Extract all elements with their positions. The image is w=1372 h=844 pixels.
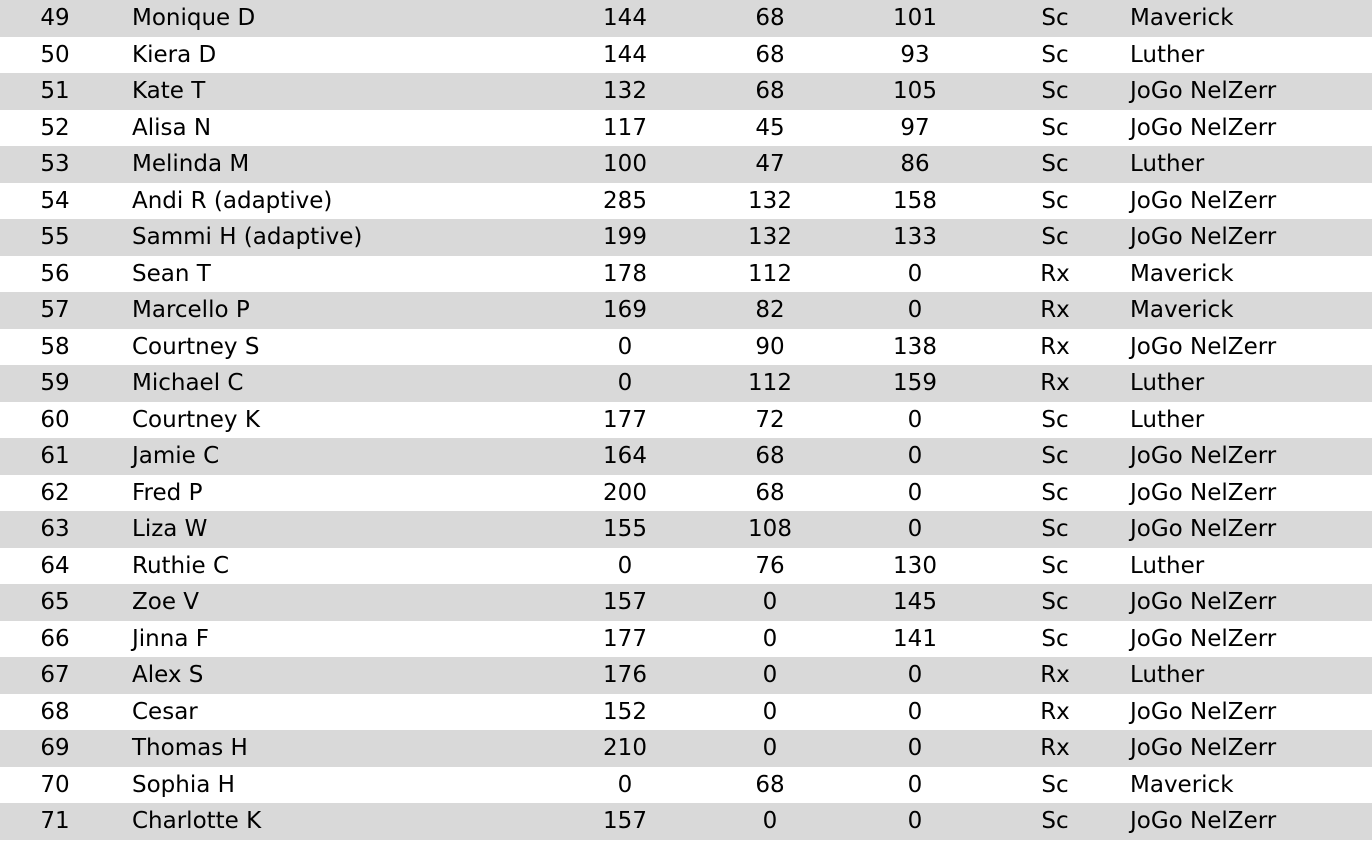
cell-score3: 145 (893, 589, 937, 615)
cell-score2: 0 (762, 808, 778, 834)
cell-rank: 62 (40, 479, 70, 506)
cell-team: JoGo NelZerr (1130, 224, 1277, 250)
cell-score3: 105 (893, 78, 937, 104)
cell-name: Fred P (132, 479, 203, 506)
table-row (0, 0, 1372, 37)
cell-score1: 152 (603, 698, 647, 725)
cell-name: Alisa N (132, 114, 212, 141)
cell-division: Sc (1041, 41, 1069, 68)
cell-division: Sc (1041, 625, 1069, 652)
cell-score2: 0 (762, 662, 778, 688)
table-row (0, 365, 1372, 402)
cell-score3: 97 (900, 114, 930, 141)
cell-team: JoGo NelZerr (1130, 808, 1277, 834)
table-row (0, 511, 1372, 548)
cell-name: Thomas H (132, 735, 248, 761)
cell-rank: 67 (40, 662, 70, 688)
cell-score1: 144 (603, 41, 647, 68)
cell-team: JoGo NelZerr (1130, 443, 1277, 469)
cell-team: Maverick (1130, 5, 1234, 31)
cell-score1: 0 (617, 552, 633, 579)
cell-score3: 0 (907, 698, 923, 725)
cell-team: JoGo NelZerr (1130, 114, 1277, 141)
cell-score2: 0 (762, 589, 778, 615)
cell-division: Sc (1041, 443, 1069, 469)
table-row (0, 438, 1372, 475)
cell-score2: 68 (755, 41, 785, 68)
cell-score1: 178 (603, 260, 647, 287)
cell-rank: 54 (40, 187, 70, 214)
cell-team: JoGo NelZerr (1130, 187, 1277, 214)
table-row (0, 183, 1372, 220)
table-row (0, 730, 1372, 767)
cell-division: Sc (1041, 589, 1069, 615)
cell-team: Maverick (1130, 771, 1234, 798)
cell-rank: 58 (40, 333, 70, 360)
cell-rank: 57 (40, 297, 70, 323)
cell-team: Luther (1130, 370, 1205, 396)
cell-score1: 157 (603, 808, 647, 834)
cell-division: Sc (1041, 808, 1069, 834)
cell-score1: 210 (603, 735, 647, 761)
cell-name: Sammi H (adaptive) (132, 224, 363, 250)
cell-team: JoGo NelZerr (1130, 78, 1277, 104)
cell-name: Monique D (132, 5, 256, 31)
cell-name: Cesar (132, 698, 198, 725)
cell-rank: 52 (40, 114, 70, 141)
cell-name: Courtney K (132, 406, 260, 433)
cell-score2: 112 (748, 370, 792, 396)
cell-score3: 0 (907, 406, 923, 433)
cell-division: Sc (1041, 771, 1069, 798)
cell-name: Charlotte K (132, 808, 262, 834)
cell-score1: 155 (603, 516, 647, 542)
cell-score2: 68 (755, 5, 785, 31)
cell-score2: 45 (755, 114, 785, 141)
cell-team: JoGo NelZerr (1130, 516, 1277, 542)
cell-division: Sc (1041, 224, 1069, 250)
cell-score3: 0 (907, 808, 923, 834)
cell-score1: 0 (617, 333, 633, 360)
cell-division: Sc (1041, 479, 1069, 506)
cell-rank: 55 (40, 224, 70, 250)
cell-score3: 159 (893, 370, 937, 396)
cell-division: Rx (1040, 370, 1070, 396)
table-row (0, 803, 1372, 840)
cell-division: Rx (1040, 333, 1070, 360)
cell-score1: 177 (603, 625, 647, 652)
cell-score3: 101 (893, 5, 937, 31)
cell-name: Kiera D (132, 41, 217, 68)
cell-score3: 0 (907, 260, 923, 287)
cell-division: Rx (1040, 297, 1070, 323)
cell-division: Sc (1041, 5, 1069, 31)
table-row (0, 402, 1372, 439)
cell-score1: 100 (603, 151, 647, 177)
cell-score3: 0 (907, 735, 923, 761)
cell-name: Alex S (132, 662, 204, 688)
cell-name: Sean T (132, 260, 211, 287)
cell-team: Luther (1130, 406, 1205, 433)
table-row (0, 767, 1372, 804)
cell-division: Sc (1041, 406, 1069, 433)
table-row (0, 256, 1372, 293)
cell-score3: 0 (907, 516, 923, 542)
cell-rank: 56 (40, 260, 70, 287)
cell-rank: 49 (40, 5, 70, 31)
cell-rank: 71 (40, 808, 70, 834)
cell-name: Melinda M (132, 151, 250, 177)
table-row (0, 475, 1372, 512)
cell-team: JoGo NelZerr (1130, 333, 1277, 360)
cell-score2: 0 (762, 698, 778, 725)
cell-rank: 51 (40, 78, 70, 104)
cell-name: Jinna F (132, 625, 209, 652)
cell-score1: 0 (617, 771, 633, 798)
cell-name: Liza W (132, 516, 208, 542)
cell-score1: 0 (617, 370, 633, 396)
cell-rank: 66 (40, 625, 70, 652)
cell-score1: 199 (603, 224, 647, 250)
table-row (0, 37, 1372, 74)
cell-rank: 68 (40, 698, 70, 725)
cell-division: Rx (1040, 735, 1070, 761)
cell-division: Sc (1041, 187, 1069, 214)
cell-division: Sc (1041, 516, 1069, 542)
cell-score2: 132 (748, 187, 792, 214)
cell-name: Jamie C (132, 443, 220, 469)
cell-score3: 130 (893, 552, 937, 579)
cell-team: JoGo NelZerr (1130, 589, 1277, 615)
cell-rank: 64 (40, 552, 70, 579)
cell-score3: 93 (900, 41, 930, 68)
cell-score1: 200 (603, 479, 647, 506)
cell-team: Maverick (1130, 260, 1234, 287)
cell-score2: 108 (748, 516, 792, 542)
cell-team: JoGo NelZerr (1130, 698, 1277, 725)
cell-score2: 0 (762, 735, 778, 761)
cell-team: Luther (1130, 41, 1205, 68)
cell-score3: 86 (900, 151, 930, 177)
cell-score3: 0 (907, 297, 923, 323)
cell-score3: 0 (907, 771, 923, 798)
cell-score2: 112 (748, 260, 792, 287)
cell-score2: 90 (755, 333, 785, 360)
cell-rank: 53 (40, 151, 70, 177)
cell-name: Courtney S (132, 333, 260, 360)
cell-division: Sc (1041, 78, 1069, 104)
cell-rank: 70 (40, 771, 70, 798)
table-row (0, 110, 1372, 147)
cell-division: Sc (1041, 552, 1069, 579)
cell-rank: 61 (40, 443, 70, 469)
cell-rank: 50 (40, 41, 70, 68)
table-row (0, 292, 1372, 329)
table-row (0, 73, 1372, 110)
cell-division: Rx (1040, 662, 1070, 688)
cell-score2: 82 (755, 297, 785, 323)
table-row (0, 219, 1372, 256)
cell-name: Zoe V (132, 589, 200, 615)
cell-team: JoGo NelZerr (1130, 735, 1277, 761)
cell-division: Rx (1040, 698, 1070, 725)
cell-team: Maverick (1130, 297, 1234, 323)
cell-score1: 176 (603, 662, 647, 688)
cell-score2: 0 (762, 625, 778, 652)
cell-name: Ruthie C (132, 552, 230, 579)
cell-team: Luther (1130, 151, 1205, 177)
cell-score3: 0 (907, 479, 923, 506)
cell-score2: 68 (755, 78, 785, 104)
table-row (0, 146, 1372, 183)
cell-score2: 132 (748, 224, 792, 250)
cell-name: Marcello P (132, 297, 250, 323)
cell-team: JoGo NelZerr (1130, 625, 1277, 652)
table-row (0, 657, 1372, 694)
cell-score2: 72 (755, 406, 785, 433)
cell-name: Kate T (132, 78, 206, 104)
table-row (0, 548, 1372, 585)
cell-score3: 141 (893, 625, 937, 652)
cell-score3: 0 (907, 443, 923, 469)
cell-score3: 158 (893, 187, 937, 214)
cell-score2: 76 (755, 552, 785, 579)
cell-score3: 138 (893, 333, 937, 360)
table-row (0, 621, 1372, 658)
cell-rank: 59 (40, 370, 70, 396)
table-row (0, 694, 1372, 731)
cell-rank: 69 (40, 735, 70, 761)
cell-rank: 65 (40, 589, 70, 615)
cell-score1: 177 (603, 406, 647, 433)
cell-score3: 133 (893, 224, 937, 250)
cell-score1: 164 (603, 443, 647, 469)
cell-team: Luther (1130, 662, 1205, 688)
cell-division: Sc (1041, 114, 1069, 141)
cell-score1: 132 (603, 78, 647, 104)
cell-score2: 68 (755, 443, 785, 469)
cell-team: JoGo NelZerr (1130, 479, 1277, 506)
cell-score1: 285 (603, 187, 647, 214)
cell-score2: 68 (755, 771, 785, 798)
cell-name: Michael C (132, 370, 244, 396)
cell-division: Rx (1040, 260, 1070, 287)
cell-score1: 169 (603, 297, 647, 323)
cell-score3: 0 (907, 662, 923, 688)
cell-score2: 47 (755, 151, 785, 177)
cell-score1: 117 (603, 114, 647, 141)
table-row (0, 329, 1372, 366)
cell-score1: 144 (603, 5, 647, 31)
cell-rank: 60 (40, 406, 70, 433)
table-row (0, 584, 1372, 621)
cell-name: Sophia H (132, 771, 235, 798)
cell-team: Luther (1130, 552, 1205, 579)
cell-division: Sc (1041, 151, 1069, 177)
cell-rank: 63 (40, 516, 70, 542)
cell-score2: 68 (755, 479, 785, 506)
cell-name: Andi R (adaptive) (132, 187, 333, 214)
cell-score1: 157 (603, 589, 647, 615)
